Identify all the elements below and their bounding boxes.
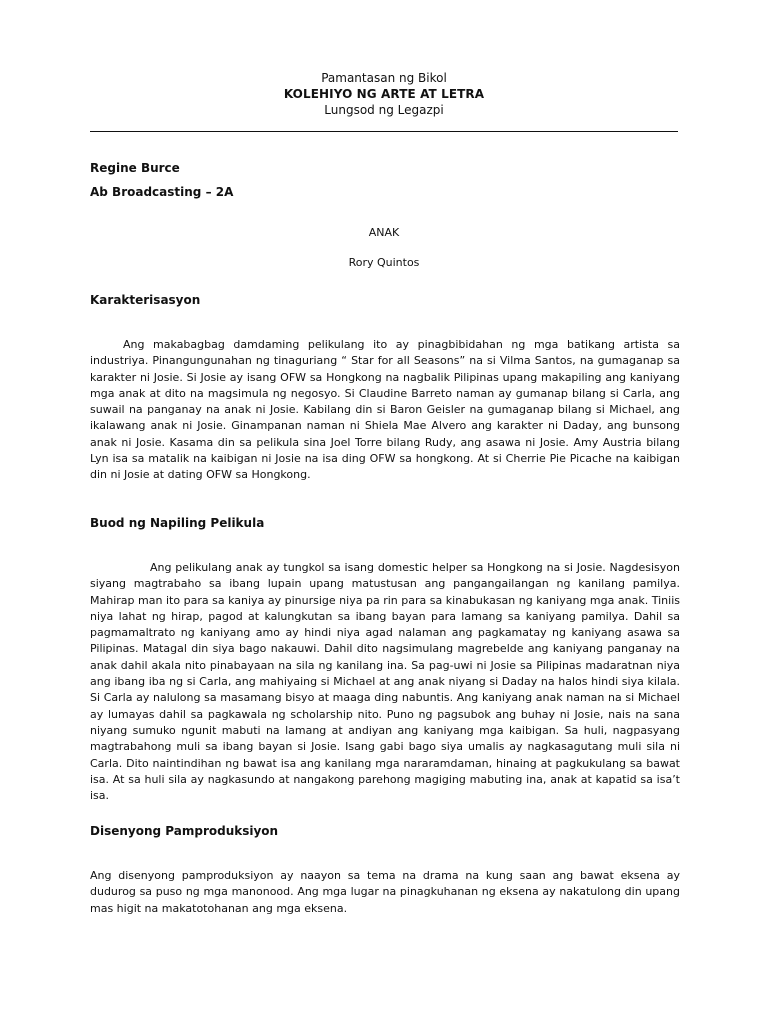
work-title: ANAK (368, 226, 400, 239)
section-body-karakterisasyon: Ang makabagbag damdaming pelikulang ito ay pinagbibidahan ng mga batikang artista sa industriya. Pinangungunahan ng tinaguriang “ Star for all Seasons” na si Vilma Santos, na gumaganap sa karakter ni Josie. Si Josie ay isang OFW sa Hongkong na nagbalik Pilipinas upang makapiling ang kaniyang mga anak at dito na magsimula ng negosyo. Si Claudine Barreto naman ay gumanap bilang si Carla, ang suwail na panganay na anak ni Josie. Kabilang din si Baron Geisler na gumaganap bilang si Michael, ang ikalawang anak ni Josie. Ginampanan naman ni Shiela Mae Alvero ang karakter ni Daday, ang bunsong anak ni Josie. Kasama din sa pelikula sina Joel Torre bilang Rudy, ang asawa ni Josie. Amy Austria bilang Lyn isa sa matalik na kaibigan ni Josie na isa ding OFW sa hongkong. At si Cherrie Pie Picache na kaibigan din ni Josie at dating OFW sa Hongkong. (90, 338, 680, 482)
section-body-buod: Ang pelikulang anak ay tungkol sa isang domestic helper sa Hongkong na si Josie. Nagdesisyon siyang magtrabaho sa ibang lupain upang matustusan ang pangangailangan ng kanilang pamilya. Mahirap man ito para sa kaniya ay pinursige niya pa rin para sa kinabukasan ng kaniyang mga anak. Tiniis niya lahat ng hirap, pagod at kalungkutan sa ibang bayan para lamang sa kaniyang pamilya. Dahil sa pagmamaltrato ng kaniyang amo ay hindi niya agad nalaman ang pagkamatay ng kaniyang asawa sa Pilipinas. Matagal din siya bago nakauwi. Dahil dito nagsimulang magrebelde ang kaniyang panganay na anak dahil akala nito pinabayaan na sila ng kanilang ina. Sa pag-uwi ni Josie sa Pilipinas madaratnan niya ang ibang iba ng si Carla, ang mahiyaing si Michael at ang anak niyang si Daday na halos hindi siya kilala. Si Carla ay nalulong sa masamang bisyo at maaga ding nabuntis. Ang kaniyang anak naman na si Michael ay lumayas dahil sa pagkawala ng scholarship nito. Puno ng pagsubok ang buhay ni Josie, nais na sana niyang sumuko ngunit mabuti na lamang at andiyan ang kaniyang mga kaibigan. Sa huli, nagpasyang magtrabahong muli sa ibang bayan si Josie. Isang gabi bago siya umalis ay nagkasagutang muli sila ni Carla. Dito naintindihan ng bawat isa ang kanilang mga nararamdaman, hinaing at pagkukulang sa bawat isa. At sa huli sila ay nagkasundo at nangakong parehong magiging mabuting ina, anak at kapatid sa isa’t isa. (90, 561, 680, 803)
city-name: Lungsod ng Legazpi (324, 103, 444, 117)
document-header (90, 70, 678, 118)
header-divider (90, 131, 678, 132)
section-body-disenyo: Ang disenyong pamproduksiyon ay naayon sa tema na drama na kung saan ang bawat eksena ay dudurog sa puso ng mga manonood. Ang mga lugar na pinagkuhanan ng eksena ay nakatulong din upang mas higit na makatotohanan ang mga eksena. (90, 869, 680, 915)
section-heading-karakterisasyon: Karakterisasyon (90, 293, 201, 307)
university-name: Pamantasan ng Bikol (321, 71, 447, 85)
work-block (90, 225, 678, 271)
author-course: Ab Broadcasting – 2A (90, 185, 234, 199)
author-name: Regine Burce (90, 161, 180, 175)
section-heading-disenyo: Disenyong Pamproduksiyon (90, 824, 279, 838)
college-name: KOLEHIYO NG ARTE AT LETRA (283, 87, 485, 101)
author-block (90, 156, 233, 204)
work-director: Rory Quintos (348, 256, 420, 269)
section-heading-buod: Buod ng Napiling Pelikula (90, 516, 265, 530)
